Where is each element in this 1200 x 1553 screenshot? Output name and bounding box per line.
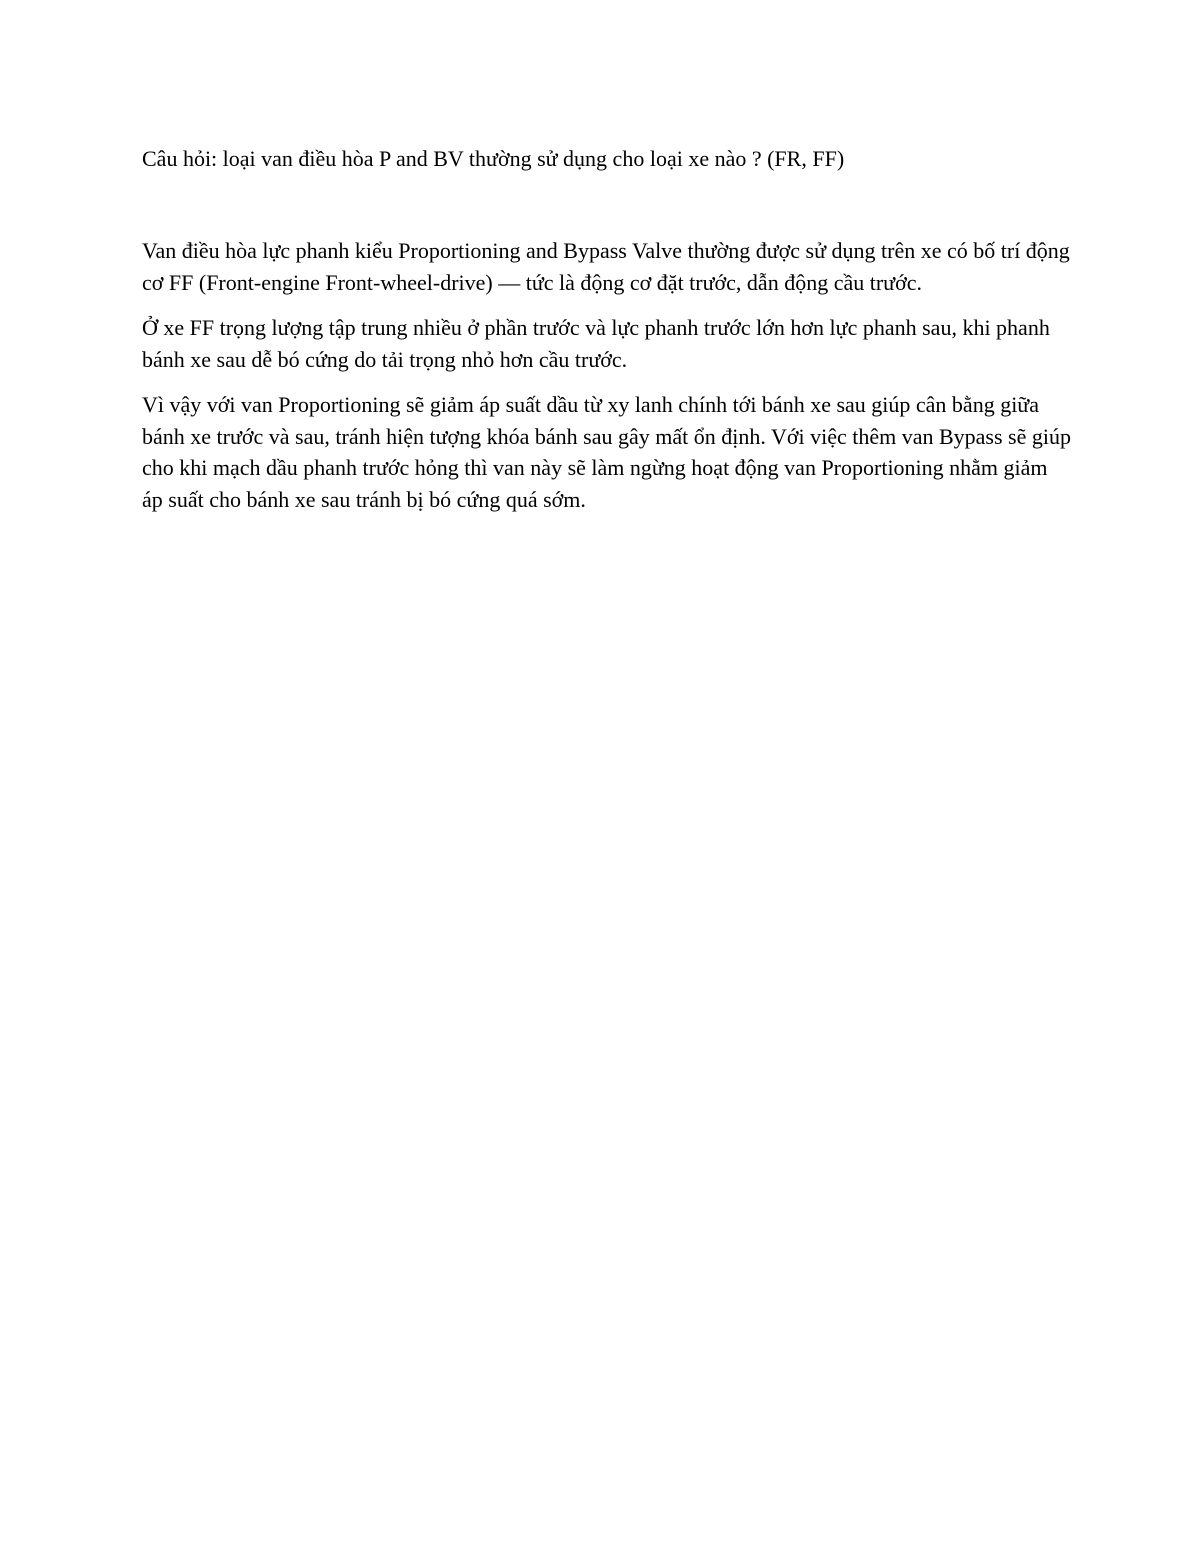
answer-paragraph-3: Vì vậy với van Proportioning sẽ giảm áp suất dầu từ xy lanh chính tới bánh xe sau giúp cân bằng giữa bánh xe trước và sau, tránh hiện tượng khóa bánh sau gây mất ổn định. Với việc thêm van Bypass sẽ giúp cho khi mạch dầu phanh trước hỏng thì van này sẽ làm ngừng hoạt động van Proportioning nhằm giảm áp suất cho bánh xe sau tránh bị bó cứng quá sớm. — [142, 392, 1071, 512]
question-text: Câu hỏi: loại van điều hòa P and BV thường sử dụng cho loại xe nào ? (FR, FF) — [142, 146, 845, 171]
answer-paragraph-1: Van điều hòa lực phanh kiểu Proportioning and Bypass Valve thường được sử dụng trên xe có bố trí động cơ FF (Front-engine Front-wheel-drive) — tức là động cơ đặt trước, dẫn động cầu trước. — [142, 238, 1070, 295]
answer-paragraph-2: Ở xe FF trọng lượng tập trung nhiều ở phần trước và lực phanh trước lớn hơn lực phanh sau, khi phanh bánh xe sau dễ bó cứng do tải trọng nhỏ hơn cầu trước. — [142, 315, 1050, 372]
answer-body — [142, 235, 1072, 529]
